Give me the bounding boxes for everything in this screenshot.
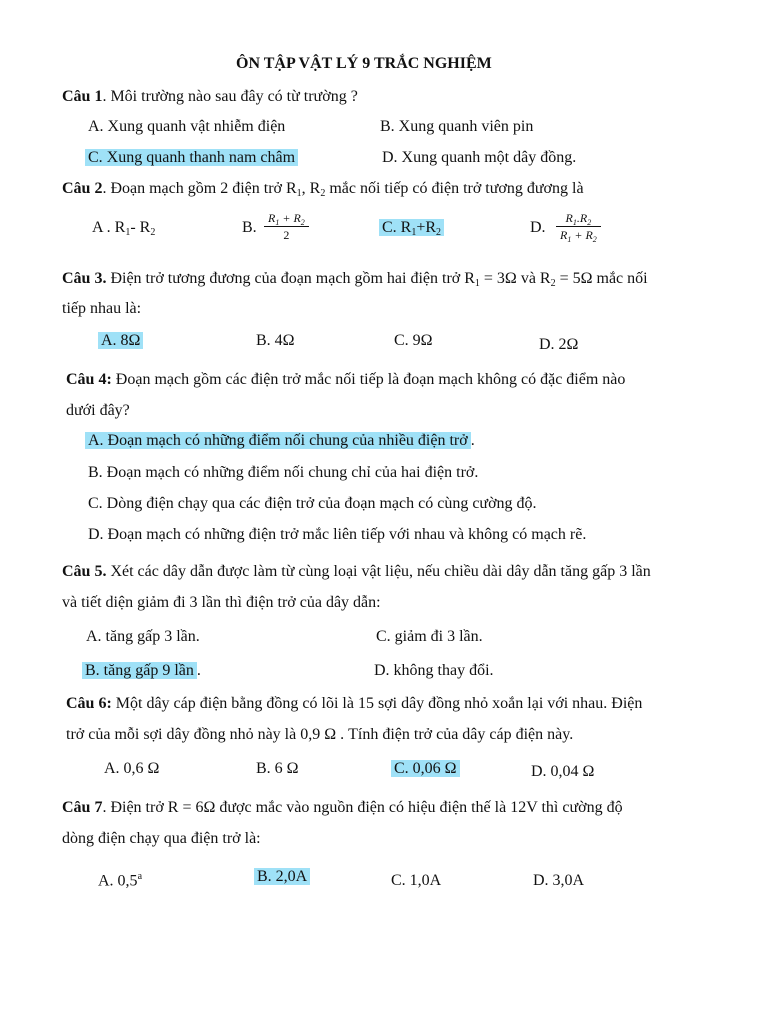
q2-d-num-s1: 1 (572, 218, 577, 227)
q4-option-b: B. Đoạn mạch có những điểm nối chung chỉ của hai điện trở. (88, 464, 479, 481)
q6-option-b: B. 6 Ω (256, 760, 299, 777)
question-6-number: Câu 6: (66, 695, 112, 712)
q6-option-c (391, 758, 460, 780)
q5-option-c: C. giảm đi 3 lần. (376, 628, 483, 645)
q4-option-a-highlight: A. Đoạn mạch có những điểm nối chung của nhiều điện trở (85, 432, 471, 449)
q2-a-mid: - R (130, 219, 151, 236)
question-7-line-2: dòng điện chạy qua điện trở là: (62, 830, 261, 847)
q2-b-num-s2: 2 (300, 218, 305, 227)
q4-option-a (85, 430, 475, 452)
q2-c-pre: C. R (382, 219, 412, 236)
question-2 (62, 178, 584, 200)
q2-a-sub1: 1 (125, 227, 131, 238)
q2-option-c-highlight (379, 219, 444, 236)
question-2-number: Câu 2 (62, 180, 103, 197)
q2-b-num-r1: R (268, 211, 276, 225)
q7-option-b-highlight: B. 2,0A (254, 868, 310, 885)
q2-b-num-s1: 1 (275, 218, 280, 227)
q3-option-b: B. 4Ω (256, 332, 295, 349)
question-4-line-2: dưới đây? (66, 402, 130, 419)
q5-option-d: D. không thay đổi. (374, 662, 494, 679)
q2-d-den-op: + R (571, 228, 593, 242)
q1-option-d: D. Xung quanh một dây đồng. (382, 149, 577, 166)
q3-sub-2: 2 (550, 278, 556, 289)
q2-d-numerator (556, 210, 601, 227)
question-2-text-mid: , R (301, 180, 321, 197)
q1-option-a: A. Xung quanh vật nhiễm điện (88, 118, 286, 135)
q2-d-num-r1: R (565, 211, 573, 225)
q2-sub-2: 2 (320, 188, 326, 199)
question-6-line-2: trở của mỗi sợi dây đồng nhỏ này là 0,9 Ω . Tính điện trở của dây cáp điện này. (66, 726, 574, 743)
q4-option-d: D. Đoạn mạch có những điện trở mắc liên tiếp với nhau và không có mạch rẽ. (88, 526, 587, 543)
q2-c-sub1: 1 (411, 227, 417, 238)
question-1 (62, 86, 358, 108)
q2-d-num-s2: 2 (587, 218, 592, 227)
q2-option-c (379, 217, 444, 239)
q2-d-den-s2: 2 (592, 235, 597, 244)
question-3-number: Câu 3. (62, 270, 107, 287)
question-1-text: . Môi trường nào sau đây có từ trường ? (102, 88, 358, 105)
q1-option-b: B. Xung quanh viên pin (380, 118, 534, 135)
q3-option-d: D. 2Ω (539, 336, 579, 353)
question-2-text-post: mắc nối tiếp có điện trở tương đương là (325, 180, 584, 197)
q2-c-mid: +R (416, 219, 437, 236)
question-5 (62, 561, 651, 583)
question-7 (62, 797, 623, 819)
q6-option-d: D. 0,04 Ω (531, 763, 595, 780)
q2-sub-1: 1 (296, 188, 302, 199)
question-5-text: Xét các dây dẫn được làm từ cùng loại vật liệu, nếu chiều dài dây dẫn tăng gấp 3 lần (106, 563, 651, 580)
question-4 (66, 369, 625, 391)
question-3 (62, 268, 648, 290)
q3-option-a (98, 330, 143, 352)
q7-a-pre: A. 0,5 (98, 872, 138, 890)
q2-a-pre: A . R (92, 219, 126, 236)
q2-b-num-op: + R (279, 211, 301, 225)
q2-d-denominator (556, 227, 601, 243)
q4-option-a-tail: . (470, 432, 475, 449)
q7-option-b (254, 866, 310, 888)
q2-d-num-op: .R (576, 211, 588, 225)
question-6 (66, 693, 642, 715)
document-title: ÔN TẬP VẬT LÝ 9 TRẮC NGHIỆM (236, 55, 492, 72)
q3-line1-post: = 5Ω mắc nối (555, 270, 648, 287)
q2-b-denominator: 2 (283, 228, 290, 242)
question-3-line-2: tiếp nhau là: (62, 300, 142, 317)
q5-option-b-highlight: B. tăng gấp 9 lần (82, 662, 197, 679)
q2-option-d-fraction (556, 210, 601, 243)
q7-option-c: C. 1,0A (391, 872, 442, 889)
q5-option-a: A. tăng gấp 3 lần. (86, 628, 200, 645)
question-6-text: Một dây cáp điện bằng đồng có lõi là 15 sợi dây đồng nhỏ xoắn lại với nhau. Điện (111, 695, 643, 712)
q3-line1-mid: = 3Ω và R (479, 270, 551, 287)
q5-option-b-tail: . (196, 662, 201, 679)
q7-a-sup: a (137, 871, 143, 882)
q2-c-sub2: 2 (436, 227, 442, 238)
q2-option-b-fraction (264, 210, 309, 243)
q2-a-sub2: 2 (150, 227, 156, 238)
question-2-text-pre: . Đoạn mạch gồm 2 điện trở R (102, 180, 297, 197)
q3-option-a-highlight: A. 8Ω (98, 332, 143, 349)
q2-option-b-label: B. (242, 219, 257, 236)
q5-option-b (82, 660, 201, 682)
q6-option-a: A. 0,6 Ω (104, 760, 160, 777)
q1-option-c (85, 147, 298, 169)
question-5-number: Câu 5. (62, 563, 107, 580)
q2-option-d-label: D. (530, 219, 546, 236)
question-1-number: Câu 1 (62, 88, 103, 105)
q2-option-a (92, 217, 155, 239)
question-7-text: . Điện trở R = 6Ω được mắc vào nguồn điện có hiệu điện thế là 12V thì cường độ (102, 799, 623, 816)
q6-option-c-highlight: C. 0,06 Ω (391, 760, 460, 777)
q7-option-a (98, 866, 142, 892)
q3-line1-pre: Điện trở tương đương của đoạn mạch gồm hai điện trở R (106, 270, 475, 287)
q4-option-c: C. Dòng điện chạy qua các điện trở của đoạn mạch có cùng cường độ. (88, 495, 537, 512)
question-7-number: Câu 7 (62, 799, 103, 816)
q3-option-c: C. 9Ω (394, 332, 433, 349)
q2-d-den-r1: R (560, 228, 568, 242)
q2-d-den-s1: 1 (567, 235, 572, 244)
question-5-line-2: và tiết diện giảm đi 3 lần thì điện trở của dây dẫn: (62, 594, 381, 611)
q2-b-numerator (264, 210, 309, 227)
question-4-text: Đoạn mạch gồm các điện trở mắc nối tiếp là đoạn mạch không có đặc điểm nào (111, 371, 626, 388)
question-4-number: Câu 4: (66, 371, 112, 388)
q7-option-d: D. 3,0A (533, 872, 585, 889)
q1-option-c-highlight: C. Xung quanh thanh nam châm (85, 149, 298, 166)
q3-sub-1: 1 (474, 278, 480, 289)
